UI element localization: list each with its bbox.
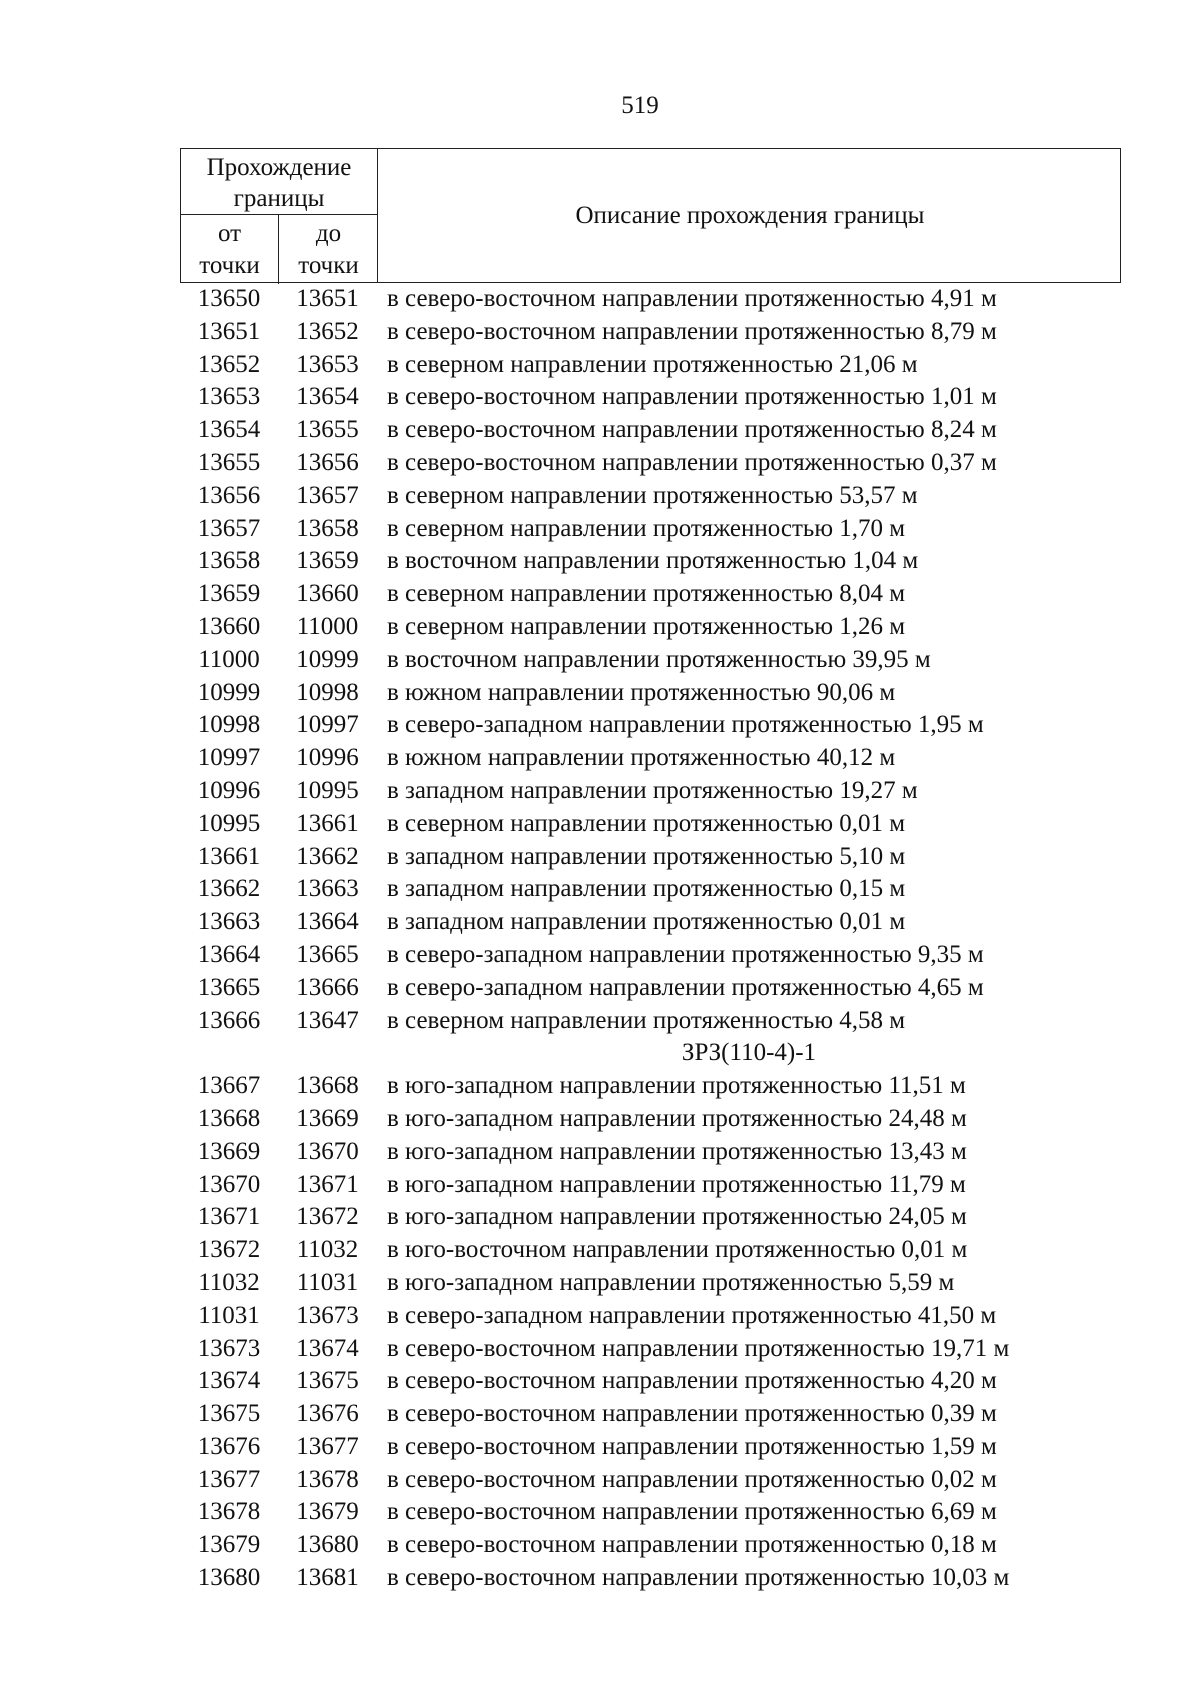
table-body — [180, 283, 1180, 1595]
description-cell: в северо-восточном направлении протяженностью 4,20 м — [387, 1367, 997, 1395]
description-cell: в восточном направлении протяженностью 1,04 м — [387, 547, 919, 575]
to-point-cell: 13659 — [296, 547, 359, 575]
description-cell: в северном направлении протяженностью 1,26 м — [387, 612, 906, 640]
description-cell: в северо-восточном направлении протяженностью 1,59 м — [387, 1432, 997, 1460]
from-point-cell: 13650 — [197, 285, 261, 312]
table-row — [180, 1464, 1180, 1497]
description-cell: в северо-восточном направлении протяженностью 1,01 м — [387, 383, 997, 411]
from-point-cell: 13677 — [197, 1465, 261, 1493]
description-cell: в западном направлении протяженностью 0,01 м — [387, 908, 906, 936]
from-point-cell: 13670 — [197, 1170, 261, 1198]
boundary-passage-title-line1: Прохождение — [206, 154, 352, 181]
to-point-cell: 13681 — [296, 1564, 359, 1592]
description-cell: в южном направлении протяженностью 40,12 м — [387, 744, 896, 772]
from-point-cell: 13664 — [197, 940, 261, 968]
table-row — [180, 283, 1180, 316]
description-cell: в северо-восточном направлении протяженностью 0,18 м — [387, 1531, 997, 1559]
description-cell: в северо-восточном направлении протяженностью 0,39 м — [387, 1400, 997, 1428]
to-point-cell: 13658 — [296, 514, 359, 542]
to-point-cell: 10999 — [296, 645, 359, 673]
from-point-cell: 13656 — [197, 481, 261, 509]
boundary-passage-title — [181, 149, 377, 215]
to-point-cell: 13677 — [296, 1432, 359, 1460]
section-heading-row — [180, 1037, 1180, 1070]
from-point-header-line2: точки — [199, 252, 260, 279]
to-point-cell: 13671 — [296, 1170, 359, 1198]
table-row — [180, 775, 1180, 808]
description-cell: в западном направлении протяженностью 19,27 м — [387, 776, 918, 804]
from-point-cell: 13653 — [197, 383, 261, 411]
table-row — [180, 644, 1180, 677]
table-row — [180, 578, 1180, 611]
description-cell: в северо-восточном направлении протяженностью 8,24 м — [387, 416, 997, 444]
description-cell: в северо-восточном направлении протяженностью 19,71 м — [387, 1334, 1010, 1362]
description-cell: в северо-западном направлении протяженностью 41,50 м — [387, 1301, 997, 1329]
to-point-cell: 13663 — [296, 875, 359, 903]
to-point-cell: 13679 — [296, 1498, 359, 1526]
to-point-cell: 11000 — [296, 612, 359, 640]
description-cell: в юго-западном направлении протяженностью 11,79 м — [387, 1170, 966, 1198]
to-point-cell: 13676 — [296, 1400, 359, 1428]
from-point-cell: 13669 — [197, 1137, 261, 1165]
from-point-cell: 10996 — [197, 776, 261, 804]
description-cell: в северном направлении протяженностью 21,06 м — [387, 350, 918, 378]
description-cell: в северном направлении протяженностью 0,01 м — [387, 809, 906, 837]
from-point-cell: 13659 — [197, 580, 261, 608]
to-point-cell: 13662 — [296, 842, 359, 870]
to-point-cell: 13670 — [296, 1137, 359, 1165]
table-row — [180, 1562, 1180, 1595]
from-point-cell: 13662 — [197, 875, 261, 903]
boundary-passage-header — [181, 149, 378, 282]
to-point-cell: 13654 — [296, 383, 359, 411]
to-point-header-line1: до — [315, 220, 342, 247]
page-number: 519 — [621, 92, 659, 119]
to-point-cell: 13675 — [296, 1367, 359, 1395]
table-row — [180, 1103, 1180, 1136]
description-cell: в юго-восточном направлении протяженностью 0,01 м — [387, 1236, 968, 1264]
from-point-cell: 13658 — [197, 547, 261, 575]
to-point-cell: 10998 — [296, 678, 359, 706]
description-cell: в северо-западном направлении протяженностью 1,95 м — [387, 711, 984, 739]
description-cell: в западном направлении протяженностью 5,10 м — [387, 842, 906, 870]
description-cell: в северном направлении протяженностью 53,57 м — [387, 481, 918, 509]
table-row — [180, 873, 1180, 906]
to-point-cell: 13651 — [296, 285, 359, 312]
from-point-cell: 13661 — [197, 842, 261, 870]
from-point-cell: 13660 — [197, 612, 261, 640]
description-cell: в северо-восточном направлении протяженностью 10,03 м — [387, 1564, 1010, 1592]
to-point-header — [279, 215, 378, 284]
from-point-cell: 11031 — [198, 1301, 260, 1329]
from-point-cell: 13667 — [197, 1072, 261, 1100]
to-point-cell: 10995 — [296, 776, 359, 804]
table-row — [180, 1398, 1180, 1431]
table-row — [180, 1005, 1180, 1038]
to-point-cell: 11032 — [296, 1236, 359, 1264]
from-point-cell: 13673 — [197, 1334, 261, 1362]
description-header: Описание прохождения границы — [575, 201, 925, 229]
table-row — [180, 611, 1180, 644]
table-row — [180, 1070, 1180, 1103]
description-cell: в северо-восточном направлении протяженностью 8,79 м — [387, 317, 997, 345]
from-point-cell: 13678 — [197, 1498, 261, 1526]
description-cell: в юго-западном направлении протяженностью 5,59 м — [387, 1268, 955, 1296]
from-point-cell: 13657 — [197, 514, 261, 542]
to-point-cell: 13652 — [296, 317, 359, 345]
table-row — [180, 349, 1180, 382]
table-row — [180, 381, 1180, 414]
table-row — [180, 1201, 1180, 1234]
to-point-cell: 13678 — [296, 1465, 359, 1493]
to-point-cell: 13669 — [296, 1104, 359, 1132]
from-point-cell: 13668 — [197, 1104, 261, 1132]
description-cell: в юго-западном направлении протяженностью 13,43 м — [387, 1137, 967, 1165]
from-point-cell: 11000 — [198, 645, 260, 673]
to-point-cell: 13647 — [296, 1006, 359, 1034]
table-row — [180, 1529, 1180, 1562]
table-row — [180, 841, 1180, 874]
to-point-cell: 13664 — [296, 908, 359, 936]
to-point-cell: 11031 — [296, 1268, 359, 1296]
from-point-cell: 13654 — [197, 416, 261, 444]
table-row — [180, 1300, 1180, 1333]
to-point-cell: 13674 — [296, 1334, 359, 1362]
description-cell: в юго-западном направлении протяженностью 24,48 м — [387, 1104, 967, 1132]
table-row — [180, 1496, 1180, 1529]
from-point-cell: 13651 — [197, 317, 261, 345]
table-row — [180, 939, 1180, 972]
table-header — [180, 148, 1121, 283]
table-row — [180, 1365, 1180, 1398]
table-row — [180, 742, 1180, 775]
table-row — [180, 1234, 1180, 1267]
from-point-header-line1: от — [217, 220, 242, 247]
description-cell: в северном направлении протяженностью 1,70 м — [387, 514, 906, 542]
table-row — [180, 1333, 1180, 1366]
description-cell: в северо-западном направлении протяженностью 4,65 м — [387, 973, 984, 1001]
boundary-passage-title-line2: границы — [233, 185, 325, 212]
from-point-cell: 13671 — [197, 1203, 261, 1231]
description-cell: в северо-восточном направлении протяженностью 4,91 м — [387, 285, 997, 312]
from-point-cell: 13672 — [197, 1236, 261, 1264]
from-point-cell: 13652 — [197, 350, 261, 378]
description-cell: в южном направлении протяженностью 90,06 м — [387, 678, 896, 706]
from-point-cell: 13675 — [197, 1400, 261, 1428]
from-point-cell: 13679 — [197, 1531, 261, 1559]
to-point-cell: 13665 — [296, 940, 359, 968]
table-row — [180, 545, 1180, 578]
from-point-cell: 13666 — [197, 1006, 261, 1034]
to-point-cell: 13661 — [296, 809, 359, 837]
description-cell: в северо-восточном направлении протяженностью 0,37 м — [387, 448, 997, 476]
from-point-cell: 10997 — [197, 744, 261, 772]
from-point-cell: 10998 — [197, 711, 261, 739]
table-row — [180, 1267, 1180, 1300]
description-cell: в северо-восточном направлении протяженностью 0,02 м — [387, 1465, 997, 1493]
section-heading: ЗРЗ(110-4)-1 — [681, 1039, 817, 1067]
table-row — [180, 1169, 1180, 1202]
table-row — [180, 709, 1180, 742]
table-row — [180, 480, 1180, 513]
from-point-cell: 10999 — [197, 678, 261, 706]
to-point-cell: 13673 — [296, 1301, 359, 1329]
description-cell: в северном направлении протяженностью 8,04 м — [387, 580, 906, 608]
description-cell: в северо-восточном направлении протяженностью 6,69 м — [387, 1498, 997, 1526]
table-row — [180, 677, 1180, 710]
from-point-cell: 13665 — [197, 973, 261, 1001]
description-cell: в юго-западном направлении протяженностью 24,05 м — [387, 1203, 967, 1231]
description-cell: в юго-западном направлении протяженностью 11,51 м — [387, 1072, 966, 1100]
from-point-header — [181, 215, 279, 284]
to-point-cell: 13656 — [296, 448, 359, 476]
table-row — [180, 972, 1180, 1005]
to-point-cell: 13668 — [296, 1072, 359, 1100]
table-row — [180, 447, 1180, 480]
to-point-cell: 10997 — [296, 711, 359, 739]
to-point-cell: 13672 — [296, 1203, 359, 1231]
from-point-cell: 10995 — [197, 809, 261, 837]
table-row — [180, 1431, 1180, 1464]
from-point-cell: 13655 — [197, 448, 261, 476]
to-point-cell: 13657 — [296, 481, 359, 509]
from-point-cell: 13680 — [197, 1564, 261, 1592]
to-point-cell: 10996 — [296, 744, 359, 772]
to-point-cell: 13666 — [296, 973, 359, 1001]
table-row — [180, 1136, 1180, 1169]
from-point-cell: 13663 — [197, 908, 261, 936]
description-cell: в северном направлении протяженностью 4,58 м — [387, 1006, 906, 1034]
from-point-cell: 11032 — [198, 1268, 260, 1296]
to-point-cell: 13653 — [296, 350, 359, 378]
to-point-header-line2: точки — [298, 252, 359, 279]
to-point-cell: 13660 — [296, 580, 359, 608]
to-point-cell: 13680 — [296, 1531, 359, 1559]
description-cell: в северо-западном направлении протяженностью 9,35 м — [387, 940, 984, 968]
table-row — [180, 906, 1180, 939]
table-row — [180, 414, 1180, 447]
description-cell: в восточном направлении протяженностью 39,95 м — [387, 645, 931, 673]
to-point-cell: 13655 — [296, 416, 359, 444]
description-cell: в западном направлении протяженностью 0,15 м — [387, 875, 906, 903]
from-point-cell: 13674 — [197, 1367, 261, 1395]
from-point-cell: 13676 — [197, 1432, 261, 1460]
table-row — [180, 316, 1180, 349]
table-row — [180, 808, 1180, 841]
table-row — [180, 513, 1180, 546]
